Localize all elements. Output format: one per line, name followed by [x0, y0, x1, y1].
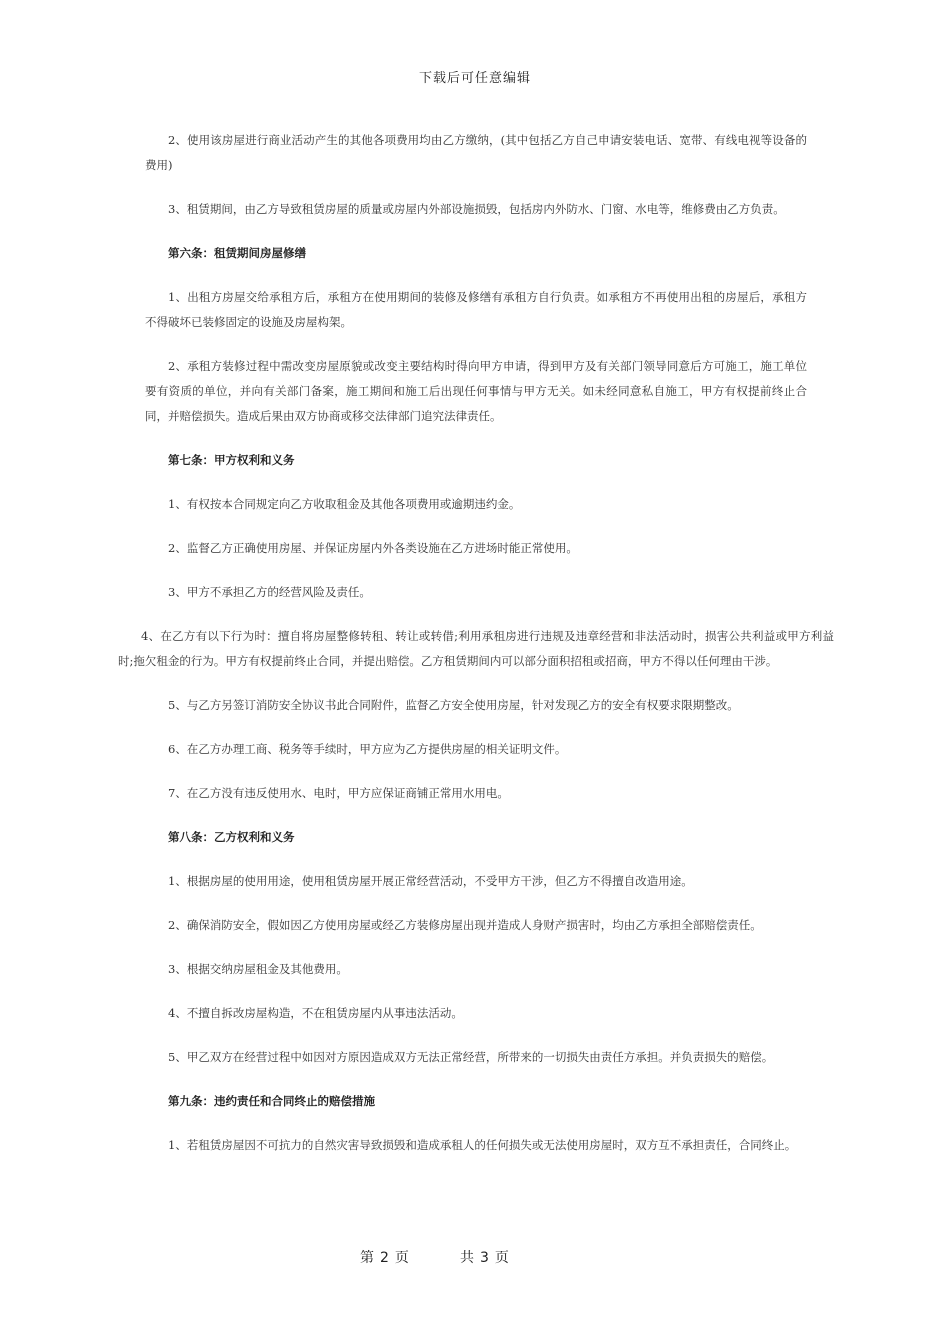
- section-heading: 第六条：租赁期间房屋修缮: [168, 246, 306, 260]
- paragraph: 4、在乙方有以下行为时：擅自将房屋整修转租、转让或转借;利用承租房进行违规及违章经营和非法活动时，损害公共利益或甲方利益时;拖欠租金的行为。甲方有权提前终止合同，并提出赔偿。乙方租赁期间内可以部分面积招租或招商，甲方不得以任何理由干涉。: [118, 629, 834, 668]
- paragraph: 3、甲方不承担乙方的经营风险及责任。: [168, 585, 371, 599]
- section-heading: 第七条：甲方权利和义务: [168, 453, 295, 467]
- paragraph: 3、根据交纳房屋租金及其他费用。: [168, 962, 348, 976]
- paragraph: 1、根据房屋的使用用途，使用租赁房屋开展正常经营活动，不受甲方干涉，但乙方不得擅自改造用途。: [168, 874, 693, 888]
- paragraph: 7、在乙方没有违反使用水、电时，甲方应保证商铺正常用水用电。: [168, 786, 509, 800]
- paragraph: 1、有权按本合同规定向乙方收取租金及其他各项费用或逾期违约金。: [168, 497, 521, 511]
- page-header: 下载后可任意编辑: [418, 71, 531, 86]
- paragraph: 4、不擅自拆改房屋构造，不在租赁房屋内从事违法活动。: [168, 1006, 463, 1020]
- page-total: 共 3 页: [460, 1250, 509, 1266]
- paragraph: 6、在乙方办理工商、税务等手续时，甲方应为乙方提供房屋的相关证明文件。: [168, 742, 567, 756]
- paragraph: 2、确保消防安全，假如因乙方使用房屋或经乙方装修房屋出现并造成人身财产损害时，均由乙方承担全部赔偿责任。: [168, 918, 762, 932]
- paragraph: 1、出租方房屋交给承租方后，承租方在使用期间的装修及修缮有承租方自行负责。如承租方不再使用出租的房屋后，承租方不得破坏已装修固定的设施及房屋构架。: [145, 290, 807, 329]
- paragraph: 3、租赁期间，由乙方导致租赁房屋的质量或房屋内外部设施损毁，包括房内外防水、门窗、水电等，维修费由乙方负责。: [168, 202, 785, 216]
- document-body: [118, 128, 834, 1177]
- paragraph: 2、承租方装修过程中需改变房屋原貌或改变主要结构时得向甲方申请，得到甲方及有关部门领导同意后方可施工，施工单位要有资质的单位，并向有关部门备案，施工期间和施工后出现任何事情与甲方无关。如未经同意私自施工，甲方有权提前终止合同，并赔偿损失。造成后果由双方协商或移交法律部门追究法律责任。: [145, 359, 807, 423]
- section-heading: 第九条：违约责任和合同终止的赔偿措施: [168, 1094, 375, 1108]
- paragraph: 5、甲乙双方在经营过程中如因对方原因造成双方无法正常经营，所带来的一切损失由责任方承担。并负责损失的赔偿。: [168, 1050, 774, 1064]
- paragraph: 2、监督乙方正确使用房屋、并保证房屋内外各类设施在乙方进场时能正常使用。: [168, 541, 578, 555]
- paragraph: 5、与乙方另签订消防安全协议书此合同附件，监督乙方安全使用房屋，针对发现乙方的安全有权要求限期整改。: [168, 698, 739, 712]
- section-heading: 第八条：乙方权利和义务: [168, 830, 295, 844]
- paragraph: 1、若租赁房屋因不可抗力的自然灾害导致损毁和造成承租人的任何损失或无法使用房屋时，双方互不承担责任，合同终止。: [168, 1138, 797, 1152]
- page-number: 第 2 页: [360, 1250, 409, 1266]
- paragraph: 2、使用该房屋进行商业活动产生的其他各项费用均由乙方缴纳，(其中包括乙方自己申请安装电话、宽带、有线电视等设备的费用): [145, 133, 807, 172]
